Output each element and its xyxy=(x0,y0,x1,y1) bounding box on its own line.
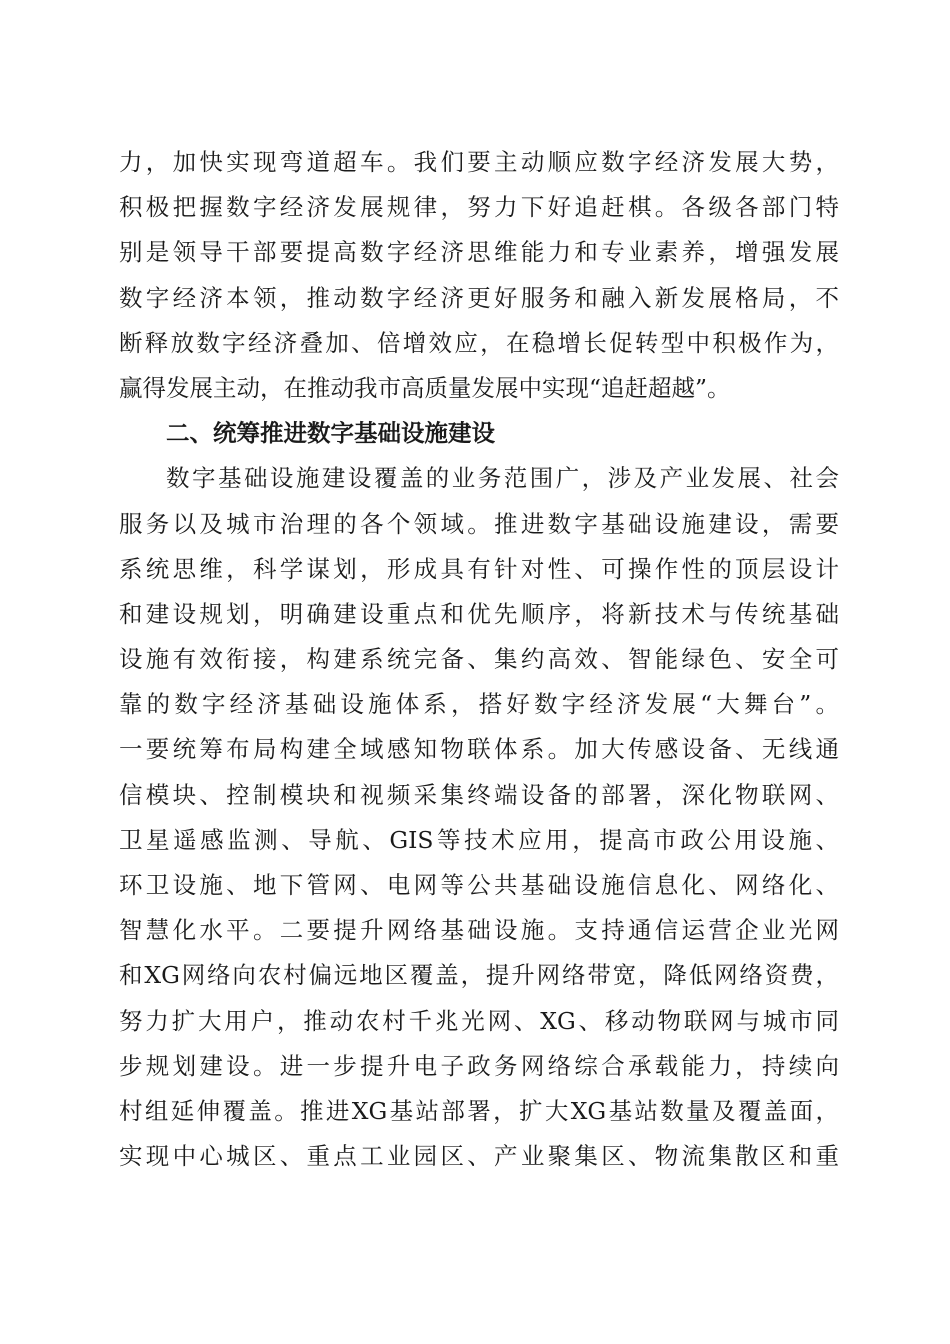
text-line: 服务以及城市治理的各个领域。推进数字基础设施建设，需要 xyxy=(119,509,839,538)
text-line: 断释放数字经济叠加、倍增效应，在稳增长促转型中积极作为， xyxy=(119,328,839,357)
text-line: 靠的数字经济基础设施体系，搭好数字经济发展“大舞台”。 xyxy=(119,690,839,719)
text-line: 步规划建设。进一步提升电子政务网络综合承载能力，持续向 xyxy=(119,1051,839,1080)
text-line: 实现中心城区、重点工业园区、产业聚集区、物流集散区和重 xyxy=(119,1142,839,1171)
section-heading: 二、统筹推进数字基础设施建设 xyxy=(166,419,495,448)
text-line: 村组延伸覆盖。推进XG基站部署，扩大XG基站数量及覆盖面， xyxy=(119,1096,839,1125)
text-line: 数字经济本领，推动数字经济更好服务和融入新发展格局，不 xyxy=(119,283,839,312)
text-line: 和XG网络向农村偏远地区覆盖，提升网络带宽，降低网络资费， xyxy=(119,961,839,990)
text-line: 和建设规划，明确建设重点和优先顺序，将新技术与传统基础 xyxy=(119,599,839,628)
text-line: 别是领导干部要提高数字经济思维能力和专业素养，增强发展 xyxy=(119,238,839,267)
text-line: 赢得发展主动，在推动我市高质量发展中实现“追赶超越”。 xyxy=(119,373,731,402)
text-line: 环卫设施、地下管网、电网等公共基础设施信息化、网络化、 xyxy=(119,871,839,899)
text-line: 设施有效衔接，构建系统完备、集约高效、智能绿色、安全可 xyxy=(119,645,839,674)
text-line: 卫星遥感监测、导航、GIS等技术应用，提高市政公用设施、 xyxy=(119,825,839,854)
text-line: 积极把握数字经济发展规律，努力下好追赶棋。各级各部门特 xyxy=(119,193,839,222)
paragraph-first-line: 数字基础设施建设覆盖的业务范围广，涉及产业发展、社会 xyxy=(166,464,839,493)
text-line: 努力扩大用户，推动农村千兆光网、XG、移动物联网与城市同 xyxy=(119,1006,839,1035)
body-text xyxy=(119,140,839,1179)
text-line: 一要统筹布局构建全域感知物联体系。加大传感设备、无线通 xyxy=(119,735,839,764)
text-line: 力，加快实现弯道超车。我们要主动顺应数字经济发展大势， xyxy=(119,148,839,176)
text-line: 智慧化水平。二要提升网络基础设施。支持通信运营企业光网 xyxy=(119,916,839,945)
text-line: 信模块、控制模块和视频采集终端设备的部署，深化物联网、 xyxy=(119,780,839,809)
text-line: 系统思维，科学谋划，形成具有针对性、可操作性的顶层设计 xyxy=(119,554,839,583)
